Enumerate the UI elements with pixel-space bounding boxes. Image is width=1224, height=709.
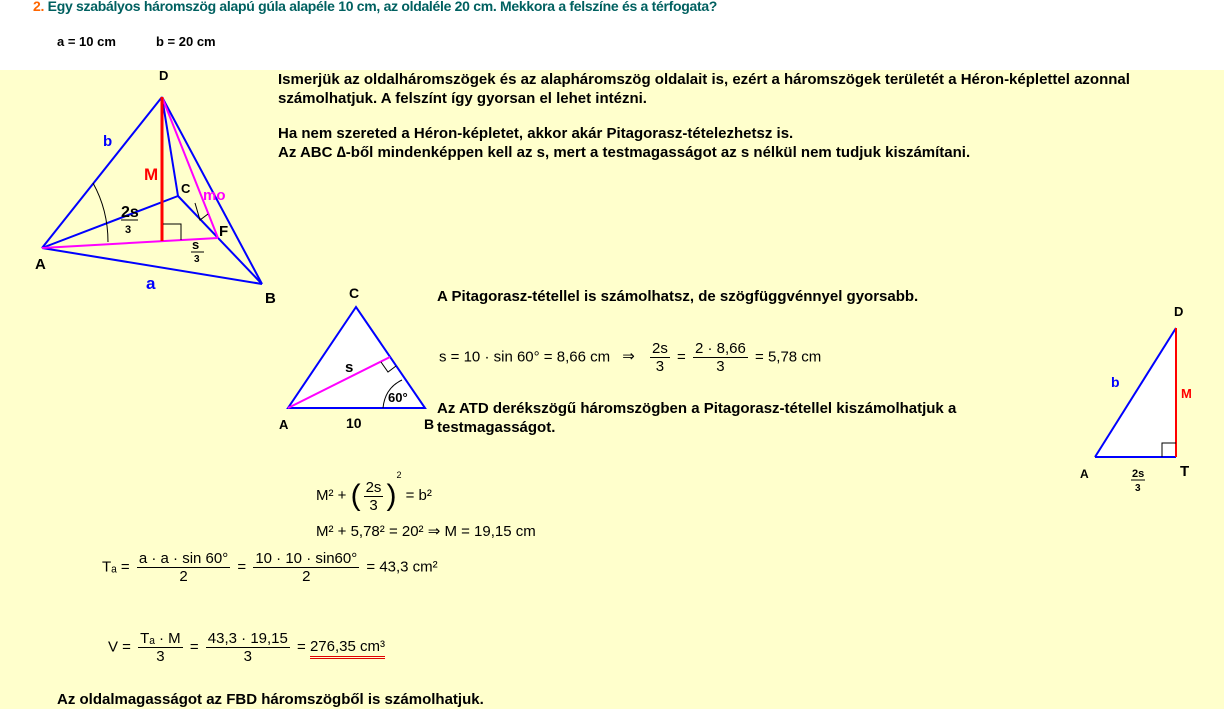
- formula-pyth1: M² + ( $\frac{2s}{3}$ )$^2$ = b²: [316, 470, 432, 514]
- num: 10 · 10 · sin60°: [255, 550, 358, 567]
- volume-result: 276,35 cm³: [310, 638, 385, 659]
- pyramid-label-s: s: [192, 237, 200, 252]
- triangle-abc-figure: [279, 285, 434, 432]
- tri-label-angle: 60°: [388, 390, 408, 405]
- eq: =: [189, 638, 199, 656]
- pyramid-label-f: F: [219, 223, 229, 240]
- paragraph-trig: A Pitagorasz-tétellel is számolhatsz, de szögfüggvénnyel gyorsabb.: [437, 288, 919, 305]
- tri-label-s: s: [345, 359, 354, 376]
- den: 3: [243, 648, 252, 665]
- frac-v2: [206, 630, 290, 665]
- frac-v1: [138, 630, 183, 665]
- pyramid-label-a-edge: a: [146, 274, 156, 293]
- tri-label-b: B: [424, 416, 435, 432]
- paragraph-atd: Az ATD derékszögű háromszögben a Pitagorasz-tétellel kiszámolhatjuk a testmagasságot.: [437, 400, 957, 436]
- question-text: Egy szabályos háromszög alapú gúla alapéle 10 cm, az oldaléle 20 cm. Mekkora a felszíne és a térfogata?: [47, 0, 718, 14]
- question-number: 2.: [33, 0, 45, 14]
- atd-label-3: 3: [1135, 483, 1141, 494]
- num: 2 · 8,66: [694, 340, 746, 357]
- formula-base-area: [102, 550, 438, 585]
- atd-label-d: D: [1174, 304, 1184, 319]
- v-label: V =: [108, 638, 131, 656]
- s-result: = 5,78 cm: [755, 348, 822, 366]
- formula-pyth2: M² + 5,78² = 20² ⇒ M = 19,15 cm: [316, 523, 536, 540]
- num: 43,3 · 19,15: [207, 630, 288, 647]
- atd-label-b: b: [1111, 374, 1120, 390]
- eq: =: [237, 558, 247, 576]
- formula-s: [439, 340, 821, 375]
- ta-result: = 43,3 cm²: [366, 558, 438, 576]
- frac-2s-3: [650, 340, 670, 375]
- pyramid-label-3: 3: [125, 224, 132, 236]
- den: 2: [179, 568, 188, 585]
- num: a · a · sin 60°: [138, 550, 229, 567]
- given-b: b = 20 cm: [156, 34, 216, 49]
- frac-ta1: [137, 550, 230, 585]
- pyth-right: = b²: [405, 487, 432, 504]
- frac-ta2: [253, 550, 359, 585]
- den: 3: [716, 358, 725, 375]
- pyramid-figure: [42, 97, 262, 284]
- atd-label-t: T: [1180, 463, 1190, 480]
- pyramid-label-c: C: [181, 181, 191, 196]
- den: 3: [156, 648, 165, 665]
- pyramid-label-m: M: [144, 165, 159, 184]
- implies: ⇒: [622, 348, 635, 366]
- den: 3: [369, 496, 378, 514]
- tri-label-a: A: [279, 417, 289, 432]
- eq: =: [297, 638, 306, 656]
- atd-label-2s: 2s: [1132, 468, 1145, 480]
- ta-label: Tₐ =: [102, 558, 130, 576]
- paragraph-abc: Az ABC ∆-ből mindenképpen kell az s, mert a testmagasságot az s nélkül nem tudjuk kiszámítani.: [278, 144, 971, 161]
- triangle-atd-figure: [1080, 304, 1192, 494]
- pyramid-label-mo: mo: [203, 187, 226, 204]
- pyramid-label-2s: 2s: [121, 204, 139, 221]
- atd-label-m: M: [1181, 386, 1192, 401]
- eq: =: [677, 348, 686, 366]
- paragraph-fbd: Az oldalmagasságot az FBD háromszögből is számolhatjuk.: [57, 691, 484, 708]
- frac-2s-3: [364, 479, 384, 514]
- pyramid-label-d: D: [159, 68, 169, 83]
- num: Tₐ · M: [140, 630, 181, 647]
- given-a: a = 10 cm: [57, 34, 116, 49]
- frac-2866-3: [693, 340, 748, 375]
- tri-label-side: 10: [346, 415, 362, 431]
- pyramid-label-3b: 3: [194, 254, 200, 265]
- atd-label-a: A: [1080, 467, 1089, 481]
- pyramid-label-a: A: [35, 256, 46, 273]
- den: 3: [655, 358, 665, 375]
- tri-label-c: C: [349, 285, 360, 301]
- pyramid-label-b: B: [265, 290, 276, 307]
- pyth-left: M² +: [316, 487, 347, 504]
- formula-volume: [108, 630, 385, 665]
- paragraph-heron: Ismerjük az oldalháromszögek és az alapháromszög oldalait is, ezért a háromszögek területét a Héron-képlettel azonnal számolhatjuk. A felszínt így gyorsan el lehet intézni.: [278, 71, 1130, 107]
- s-calc: s = 10 · sin 60° = 8,66 cm: [439, 348, 611, 366]
- paragraph-pythagoras: Ha nem szereted a Héron-képletet, akkor akár Pitagorasz-tételezhetsz is.: [278, 125, 794, 142]
- den: 2: [302, 568, 311, 585]
- num: 2s: [652, 340, 668, 357]
- num: 2s: [365, 478, 382, 496]
- pyramid-label-b-edge: b: [103, 133, 113, 150]
